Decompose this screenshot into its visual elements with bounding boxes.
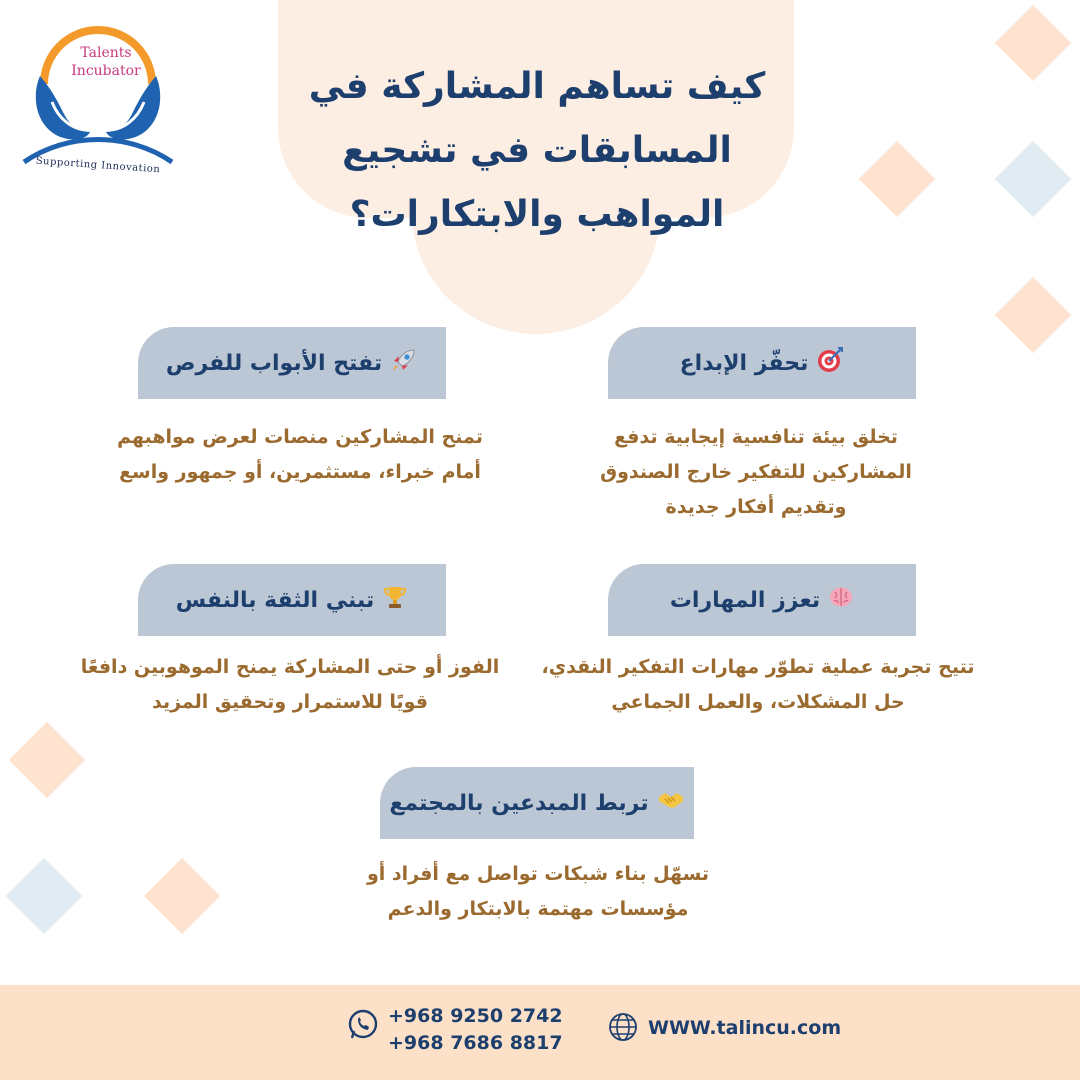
rocket-icon [390, 346, 418, 380]
card-skills-title: تعزز المهارات [669, 587, 821, 613]
phone-1[interactable]: +968 9250 2742 [388, 1005, 563, 1027]
logo-title [56, 44, 156, 80]
phone-numbers [388, 1003, 563, 1057]
card-skills-header [608, 564, 916, 636]
decor-diamond [995, 277, 1071, 353]
globe-icon [608, 1012, 638, 1042]
card-opportunities-header [138, 327, 446, 399]
card-creativity-title: تحفّز الإبداع [679, 350, 809, 376]
card-opportunities-title: تفتح الأبواب للفرص [165, 350, 383, 376]
decor-diamond [144, 858, 220, 934]
logo-line-1: Talents [80, 45, 132, 61]
target-icon [816, 346, 844, 380]
card-creativity-desc: تخلق بيئة تنافسية إيجابية تدفع المشاركين للتفكير خارج الصندوق وتقديم أفكار جديدة [600, 426, 912, 518]
website-link[interactable]: WWW.talincu.com [648, 1017, 842, 1039]
decor-diamond [995, 5, 1071, 81]
decor-diamond [995, 141, 1071, 217]
card-community-header [380, 767, 694, 839]
trophy-icon [382, 584, 408, 616]
talents-incubator-logo [18, 14, 178, 184]
card-community-title: تربط المبدعين بالمجتمع [389, 790, 649, 816]
page-title: كيف تساهم المشاركة في المسابقات في تشجيع المواهب والابتكارات؟ [308, 66, 766, 235]
handshake-icon [657, 789, 685, 817]
phone-2[interactable]: +968 7686 8817 [388, 1032, 563, 1054]
card-skills-desc: تتيح تجربة عملية تطوّر مهارات التفكير النقدي، حل المشكلات، والعمل الجماعي [541, 656, 975, 713]
card-opportunities-desc: تمنح المشاركين منصات لعرض مواهبهم أمام خبراء، مستثمرين، أو جمهور واسع [117, 426, 483, 483]
brain-icon [828, 585, 854, 615]
card-community-desc: تسهّل بناء شبكات تواصل مع أفراد أو مؤسسات مهتمة بالابتكار والدعم [366, 863, 710, 920]
card-confidence-desc: الفوز أو حتى المشاركة يمنح الموهوبين دافعًا قويًا للاستمرار وتحقيق المزيد [80, 656, 500, 713]
decor-diamond [6, 858, 82, 934]
decor-diamond [9, 722, 85, 798]
logo-line-2: Incubator [71, 63, 141, 79]
decor-diamond [859, 141, 935, 217]
card-confidence-header [138, 564, 446, 636]
whatsapp-icon [346, 1008, 380, 1042]
card-confidence-title: تبني الثقة بالنفس [175, 587, 375, 613]
logo-tagline: Supporting Innovation [35, 155, 161, 176]
card-creativity-header [608, 327, 916, 399]
